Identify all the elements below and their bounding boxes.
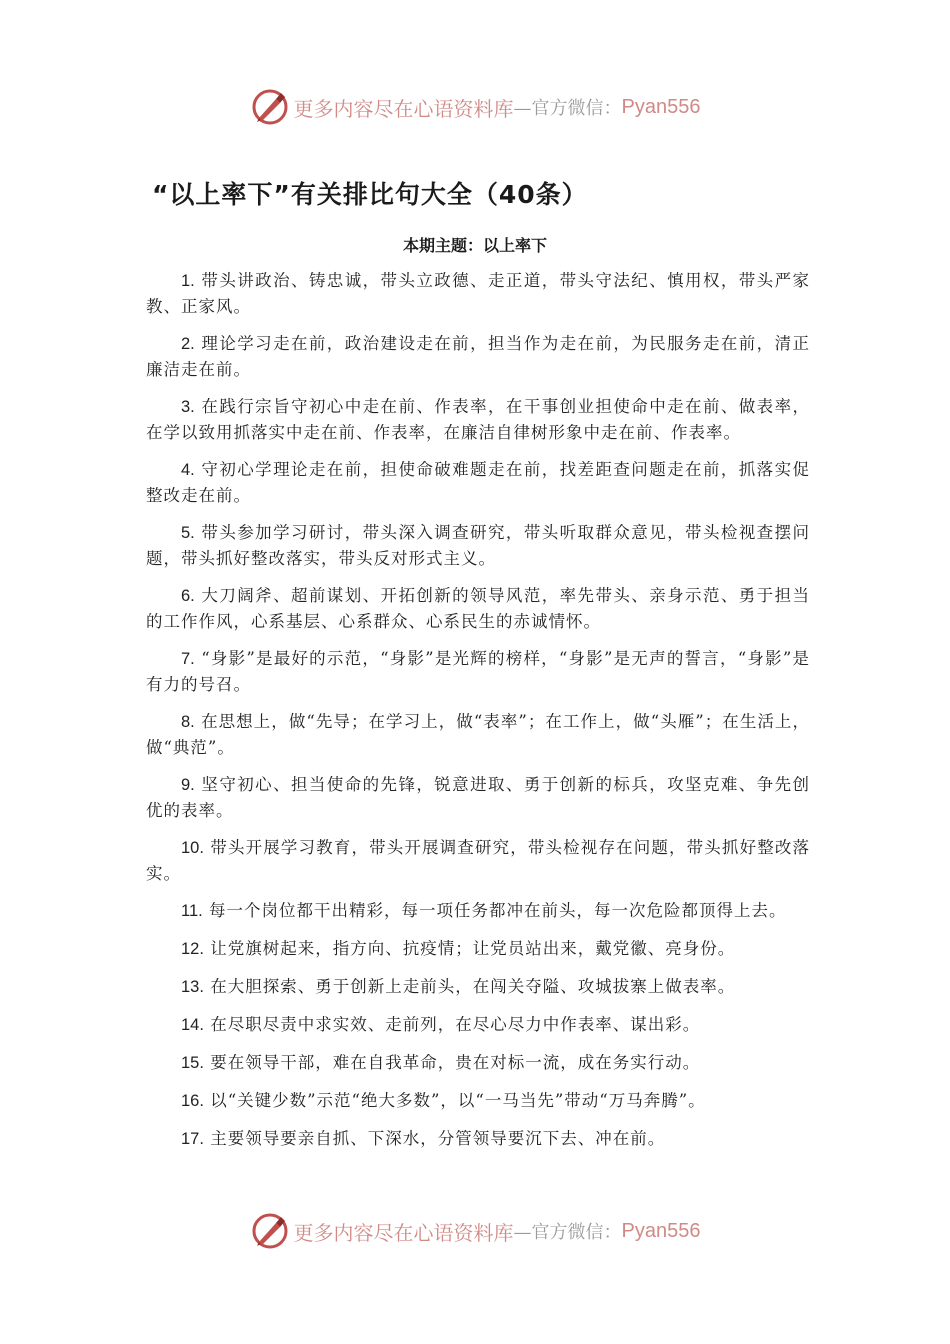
item-number: 8. [181, 713, 195, 731]
item-number: 7. [181, 650, 195, 668]
item-text: 守初心学理论走在前，担使命破难题走在前，找差距查问题走在前，抓落实促整改走在前。 [146, 460, 810, 505]
item-text: 带头开展学习教育，带头开展调查研究，带头检视存在问题，带头抓好整改落实。 [146, 838, 810, 883]
list-item [146, 709, 810, 760]
list-item [146, 457, 810, 508]
item-number: 13. [181, 978, 204, 996]
list-item [146, 520, 810, 571]
item-number: 6. [181, 587, 195, 605]
item-list [146, 268, 810, 1164]
item-text: 坚守初心、担当使命的先锋，锐意进取、勇于创新的标兵，攻坚克难、争先创优的表率。 [146, 775, 810, 820]
list-item [146, 1088, 810, 1114]
item-number: 9. [181, 776, 195, 794]
list-item [146, 331, 810, 382]
list-item [146, 1126, 810, 1152]
list-item [146, 898, 810, 924]
item-text: 以“关键少数”示范“绝大多数”，以“一马当先”带动“万马奔腾”。 [210, 1091, 706, 1110]
document-subtitle: 本期主题：以上率下 [402, 236, 547, 255]
pen-logo-icon [250, 1211, 290, 1251]
item-number: 3. [181, 398, 195, 416]
banner-text-wechat: —官方微信： [513, 98, 622, 119]
item-text: 让党旗树起来，指方向、抗疫情；让党员站出来，戴党徽、亮身份。 [210, 939, 736, 958]
item-number: 5. [181, 524, 195, 542]
list-item [146, 835, 810, 886]
list-item [146, 1012, 810, 1038]
item-text: “身影”是最好的示范，“身影”是光辉的榜样，“身影”是无声的誓言，“身影”是有力的号召。 [146, 649, 810, 694]
item-text: 在尽职尽责中求实效、走前列，在尽心尽力中作表率、谋出彩。 [210, 1015, 701, 1034]
item-text: 带头参加学习研讨，带头深入调查研究，带头听取群众意见，带头检视查摆问题，带头抓好整改落实，带头反对形式主义。 [146, 523, 810, 568]
footer-banner [0, 1206, 950, 1256]
item-text: 主要领导要亲自抓、下深水，分管领导要沉下去、冲在前。 [210, 1129, 666, 1148]
pen-logo-icon [250, 87, 290, 127]
list-item [146, 936, 810, 962]
banner-text-wechat: —官方微信： [513, 1222, 622, 1243]
item-text: 带头讲政治、铸忠诚，带头立政德、走正道，带头守法纪、慎用权，带头严家教、正家风。 [146, 271, 810, 316]
item-number: 2. [181, 335, 195, 353]
list-item [146, 268, 810, 319]
item-number: 12. [181, 940, 204, 958]
item-number: 1. [181, 272, 195, 290]
item-number: 4. [181, 461, 195, 479]
banner-text-id: Pyan556 [621, 95, 701, 118]
item-text: 要在领导干部，难在自我革命，贵在对标一流，成在务实行动。 [210, 1053, 701, 1072]
item-text: 每一个岗位都干出精彩，每一项任务都冲在前头，每一次危险都顶得上去。 [208, 901, 787, 920]
document-title: “以上率下”有关排比句大全（40条） [152, 180, 588, 209]
list-item [146, 1050, 810, 1076]
header-banner [0, 82, 950, 132]
item-text: 在大胆探索、勇于创新上走前头，在闯关夺隘、攻城拔寨上做表率。 [210, 977, 736, 996]
banner-text-main: 更多内容尽在心语资料库 [293, 96, 514, 121]
list-item [146, 772, 810, 823]
list-item [146, 646, 810, 697]
banner-text-id: Pyan556 [621, 1219, 701, 1242]
item-text: 理论学习走在前，政治建设走在前，担当作为走在前，为民服务走在前，清正廉洁走在前。 [146, 334, 810, 379]
item-number: 17. [181, 1130, 204, 1148]
item-number: 14. [181, 1016, 204, 1034]
banner-text-main: 更多内容尽在心语资料库 [293, 1220, 514, 1245]
item-text: 大刀阔斧、超前谋划、开拓创新的领导风范，率先带头、亲身示范、勇于担当的工作作风，心系基层、心系群众、心系民生的赤诚情怀。 [146, 586, 810, 631]
item-text: 在思想上，做“先导；在学习上，做“表率”；在工作上，做“头雁”；在生活上，做“典范”。 [146, 712, 810, 757]
item-number: 16. [181, 1092, 204, 1110]
list-item [146, 394, 810, 445]
list-item [146, 583, 810, 634]
item-text: 在践行宗旨守初心中走在前、作表率，在干事创业担使命中走在前、做表率，在学以致用抓落实中走在前、作表率，在廉洁自律树形象中走在前、作表率。 [146, 397, 810, 442]
list-item [146, 974, 810, 1000]
item-number: 15. [181, 1054, 204, 1072]
item-number: 11. [181, 902, 203, 920]
item-number: 10. [181, 839, 204, 857]
